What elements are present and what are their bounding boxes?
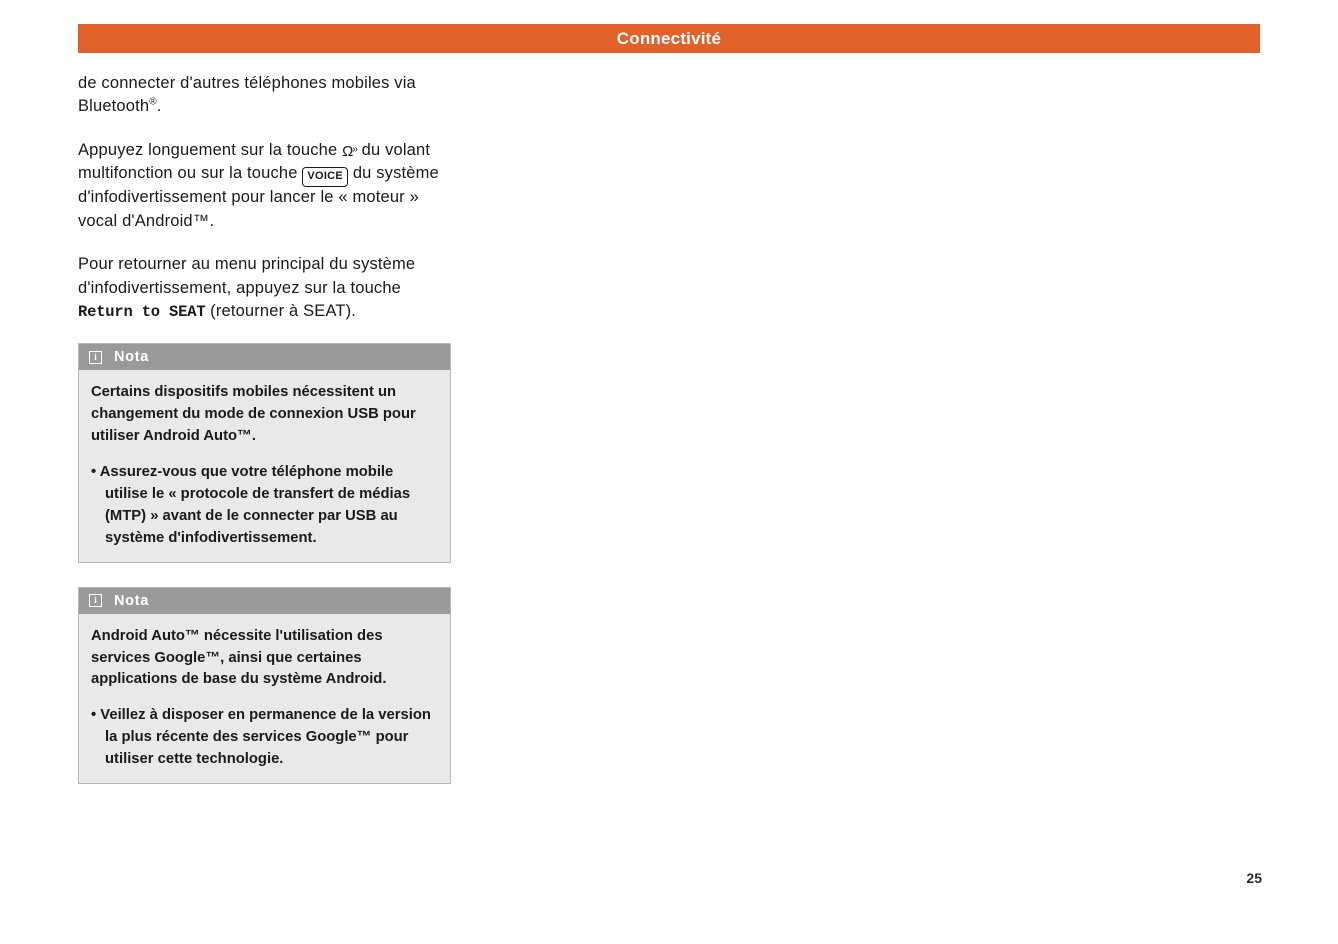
nota-title: Nota bbox=[114, 349, 150, 366]
nota-paragraph: Certains dispositifs mobiles nécessitent un changement du mode de connexion USB pour utiliser Android Auto™. bbox=[91, 384, 416, 445]
return-end-text: (retourner à SEAT). bbox=[210, 301, 357, 320]
page-content bbox=[78, 72, 453, 808]
chapter-header-bar bbox=[78, 24, 1260, 53]
registered-mark: ® bbox=[149, 96, 157, 108]
info-icon: i bbox=[89, 351, 102, 364]
nota-header bbox=[79, 344, 450, 370]
return-intro-text: Pour retourner au menu principal du système d'infodivertissement, appuyez sur la touche bbox=[78, 255, 416, 297]
paragraph-bluetooth-text: de connecter d'autres téléphones mobiles via Bluetooth bbox=[78, 74, 416, 116]
voice-middle-text: du volant multifonction ou sur la touche bbox=[78, 140, 431, 183]
page-number: 25 bbox=[1246, 870, 1262, 886]
nota-body bbox=[79, 614, 450, 783]
nota-title: Nota bbox=[114, 592, 150, 609]
paragraph-return-to-seat bbox=[78, 253, 453, 323]
return-to-seat-key: Return to SEAT bbox=[78, 302, 206, 321]
paragraph-bluetooth bbox=[78, 72, 453, 119]
nota-body bbox=[79, 370, 450, 561]
voice-intro-text: Appuyez longuement sur la touche bbox=[78, 140, 338, 159]
chapter-title: Connectivité bbox=[616, 28, 722, 48]
nota-paragraph: Android Auto™ nécessite l'utilisation des services Google™, ainsi que certaines applications de base du système Android. bbox=[91, 627, 387, 688]
voice-key-icon: VOICE bbox=[302, 167, 348, 187]
nota-header bbox=[79, 588, 450, 614]
nota-bullet-item: • Veillez à disposer en permanence de la version la plus récente des services Google™ pour utiliser cette technologie. bbox=[91, 707, 431, 768]
nota-bullet-item: • Assurez-vous que votre téléphone mobile utilise le « protocole de transfert de médias (MTP) » avant de le connecter par USB au système d'infodivertissement. bbox=[91, 464, 411, 546]
paragraph-voice-activation bbox=[78, 139, 453, 233]
paragraph-bluetooth-period: . bbox=[156, 97, 162, 116]
voice-end-text: du système d'infodivertissement pour lancer le « moteur » vocal d'Android™. bbox=[78, 164, 439, 230]
push-to-talk-icon: Ω» bbox=[342, 142, 357, 160]
nota-box-google-services bbox=[78, 587, 451, 784]
info-icon: i bbox=[89, 594, 102, 607]
nota-box-usb-mode bbox=[78, 343, 451, 562]
